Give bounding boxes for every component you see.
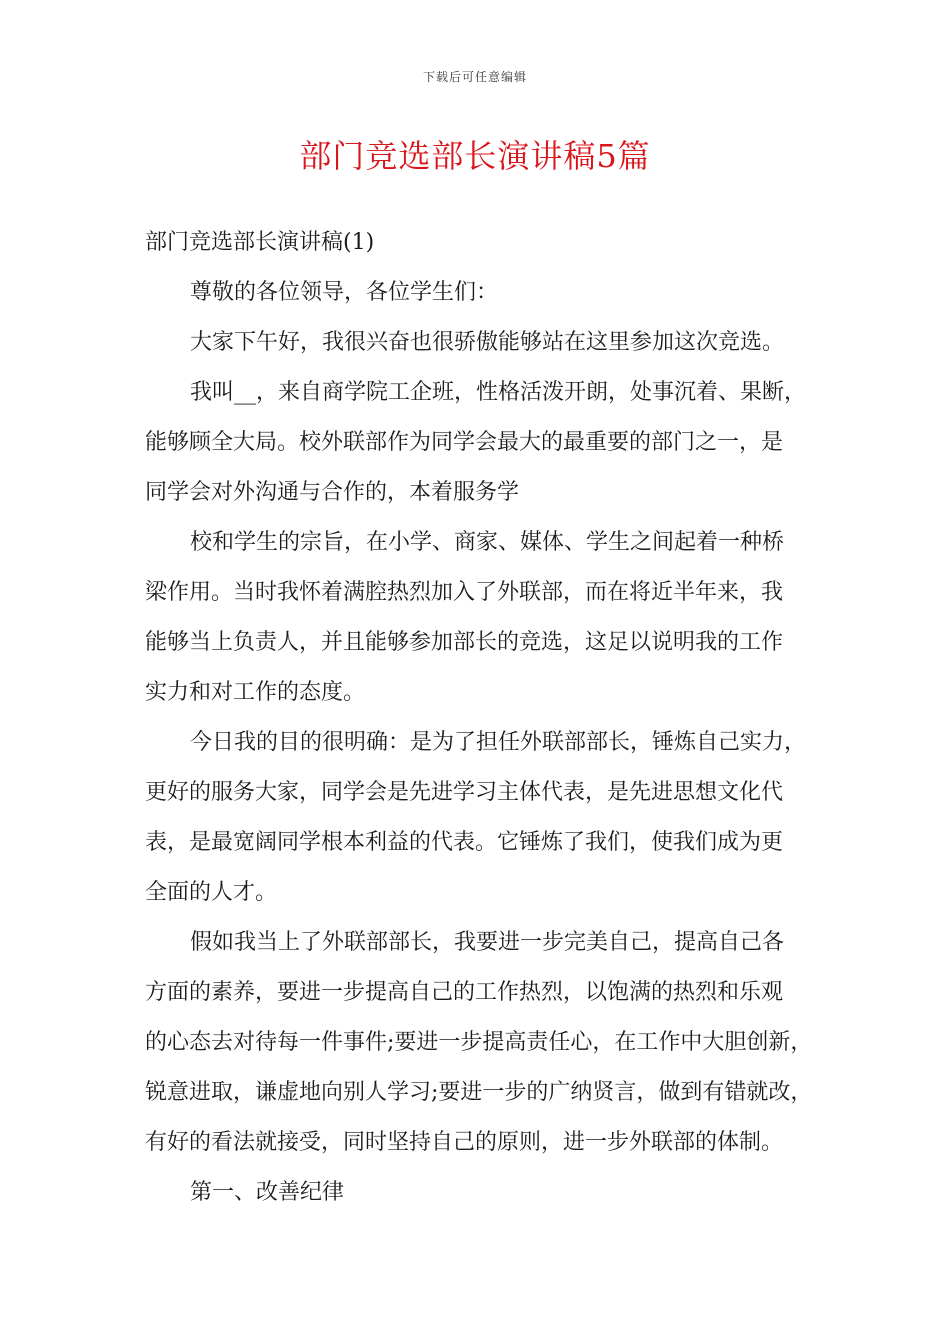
text-line: 假如我当上了外联部部长，我要进一步完美自己，提高自己各 bbox=[190, 930, 785, 955]
text-line: 的心态去对待每一件事件;要进一步提高责任心，在工作中大胆创新， bbox=[145, 1030, 813, 1055]
text-line: 今日我的目的很明确：是为了担任外联部部长，锤炼自己实力， bbox=[190, 730, 807, 755]
text-line: 能够顾全大局。校外联部作为同学会最大的最重要的部门之一，是 bbox=[145, 430, 784, 455]
document-title: 部门竞选部长演讲稿5篇 bbox=[299, 137, 651, 175]
text-line: 锐意进取，谦虚地向别人学习;要进一步的广纳贤言，做到有错就改， bbox=[145, 1080, 813, 1105]
text-line: 我叫__，来自商学院工企班，性格活泼开朗，处事沉着、果断， bbox=[190, 380, 807, 405]
text-line: 更好的服务大家，同学会是先进学习主体代表，是先进思想文化代 bbox=[145, 780, 784, 805]
section-heading: 部门竞选部长演讲稿(1) bbox=[145, 230, 375, 255]
text-line: 表，是最宽阔同学根本利益的代表。它锤炼了我们，使我们成为更 bbox=[145, 830, 784, 855]
text-line: 全面的人才。 bbox=[145, 880, 278, 905]
text-line: 第一、改善纪律 bbox=[190, 1180, 345, 1205]
header-note: 下载后可任意编辑 bbox=[422, 70, 527, 84]
text-line: 同学会对外沟通与合作的，本着服务学 bbox=[145, 480, 520, 505]
text-line: 有好的看法就接受，同时坚持自己的原则，进一步外联部的体制。 bbox=[145, 1130, 784, 1155]
text-line: 大家下午好，我很兴奋也很骄傲能够站在这里参加这次竞选。 bbox=[190, 330, 785, 355]
document-body bbox=[145, 218, 815, 1218]
text-line: 校和学生的宗旨，在小学、商家、媒体、学生之间起着一种桥 bbox=[190, 530, 785, 555]
text-line: 能够当上负责人，并且能够参加部长的竞选，这足以说明我的工作 bbox=[145, 630, 784, 655]
text-line: 尊敬的各位领导，各位学生们： bbox=[190, 280, 499, 305]
text-line: 实力和对工作的态度。 bbox=[145, 680, 366, 705]
text-line: 方面的素养，要进一步提高自己的工作热烈，以饱满的热烈和乐观 bbox=[145, 980, 784, 1005]
text-line: 梁作用。当时我怀着满腔热烈加入了外联部，而在将近半年来，我 bbox=[145, 580, 784, 605]
paragraph-lines bbox=[145, 268, 815, 1218]
